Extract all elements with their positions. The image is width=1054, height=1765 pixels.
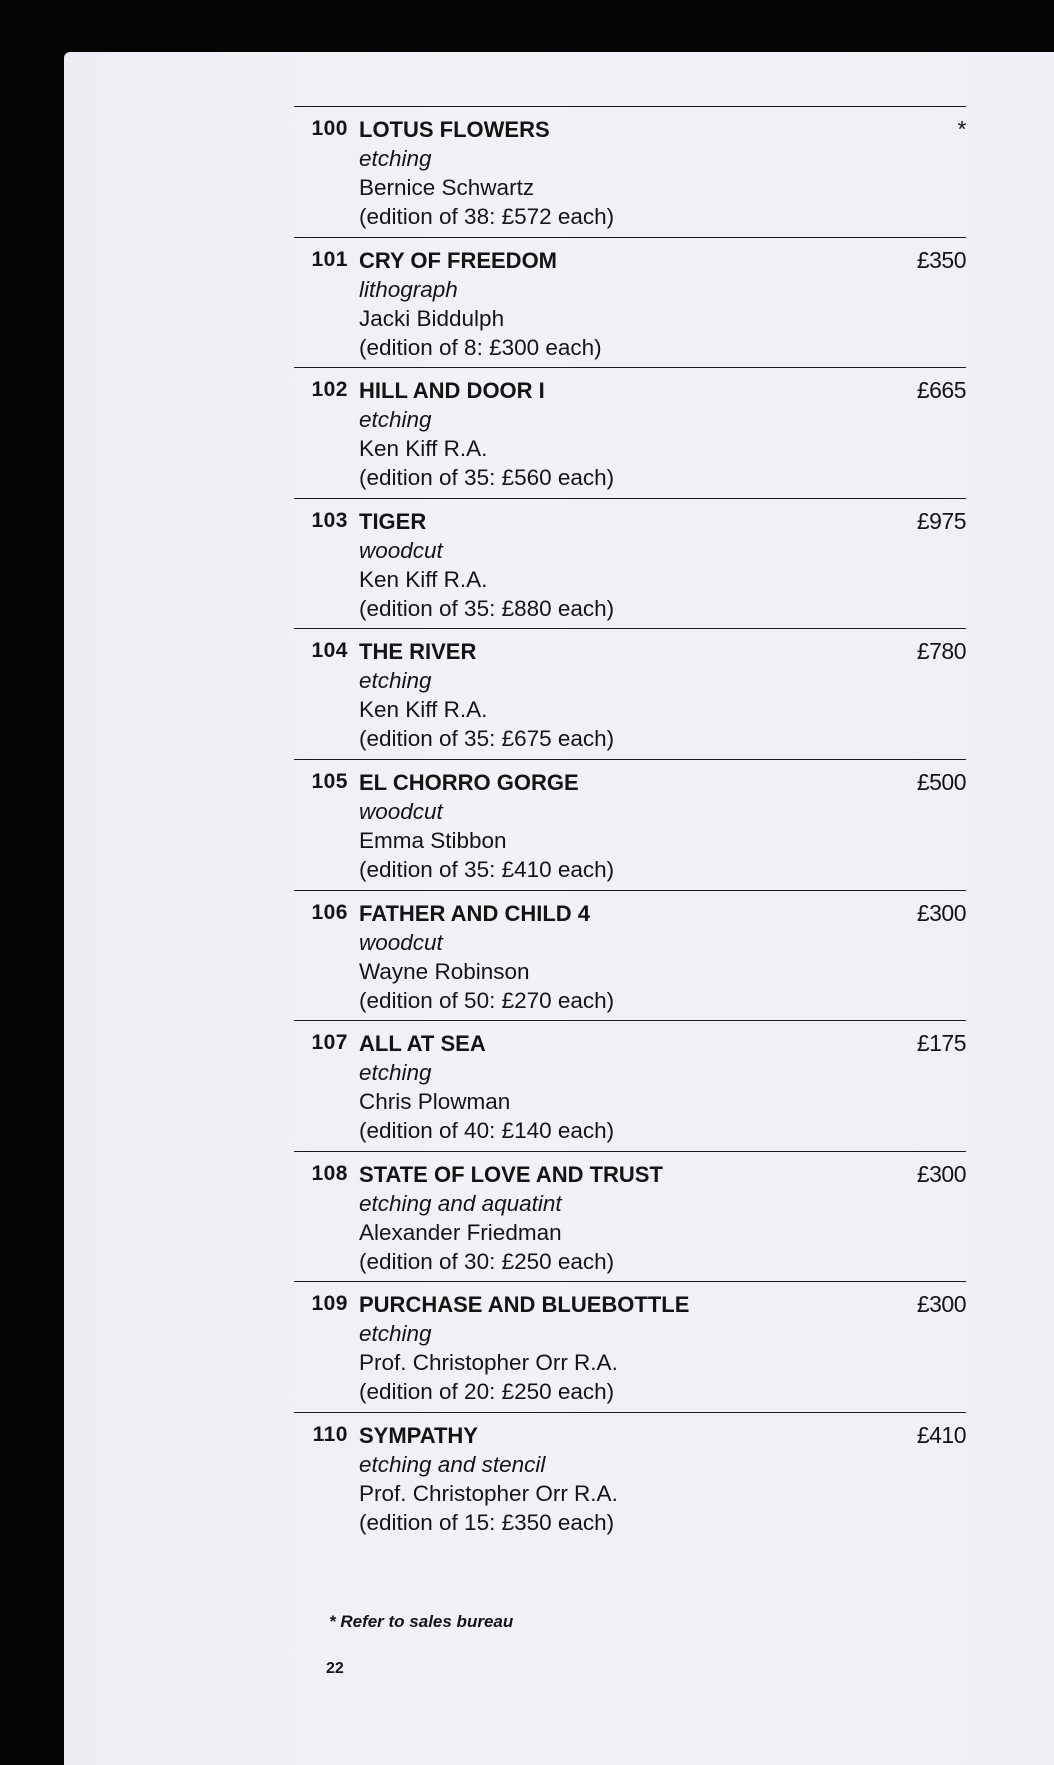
entry-info bbox=[359, 1160, 663, 1276]
entry-number: 106 bbox=[311, 900, 348, 924]
entry-number: 107 bbox=[311, 1031, 348, 1055]
entry-title: FATHER AND CHILD 4 bbox=[359, 900, 590, 926]
entry-artist: Bernice Schwartz bbox=[359, 175, 535, 200]
entry-artist: Emma Stibbon bbox=[359, 827, 507, 853]
entry-edition: (edition of 30: £250 each) bbox=[359, 1248, 615, 1274]
entry-info bbox=[359, 115, 614, 231]
entry-number: 101 bbox=[311, 247, 348, 271]
catalogue-list bbox=[294, 106, 966, 1543]
entry-price: £175 bbox=[916, 1030, 966, 1057]
entry-edition: (edition of 35: £560 each) bbox=[359, 465, 615, 491]
entry-edition: (edition of 35: £675 each) bbox=[359, 726, 615, 752]
entry-info bbox=[359, 1290, 689, 1406]
entry-title: LOTUS FLOWERS bbox=[359, 117, 550, 142]
entry-medium: etching bbox=[359, 1321, 432, 1347]
catalogue-entry bbox=[294, 237, 966, 368]
catalogue-entry bbox=[294, 759, 966, 890]
catalogue-page bbox=[64, 52, 1054, 1765]
entry-medium: etching bbox=[359, 146, 432, 171]
entry-number: 108 bbox=[311, 1161, 348, 1185]
entry-info bbox=[359, 768, 614, 884]
entry-artist: Prof. Christopher Orr R.A. bbox=[359, 1350, 618, 1376]
entry-info bbox=[359, 376, 614, 492]
footnote: * Refer to sales bureau bbox=[329, 1612, 514, 1631]
entry-medium: etching bbox=[359, 1060, 432, 1086]
entry-edition: (edition of 8: £300 each) bbox=[359, 334, 602, 360]
entry-info bbox=[359, 899, 614, 1015]
entry-medium: etching bbox=[359, 668, 432, 694]
entry-artist: Ken Kiff R.A. bbox=[359, 697, 488, 723]
entry-artist: Alexander Friedman bbox=[359, 1219, 562, 1245]
entry-medium: woodcut bbox=[359, 798, 443, 824]
entry-number: 104 bbox=[311, 639, 348, 663]
entry-title: CRY OF FREEDOM bbox=[359, 247, 558, 273]
catalogue-entry bbox=[294, 628, 966, 759]
entry-medium: woodcut bbox=[359, 929, 443, 955]
entry-title: EL CHORRO GORGE bbox=[359, 769, 579, 795]
entry-title: TIGER bbox=[359, 508, 427, 534]
entry-title: PURCHASE AND BLUEBOTTLE bbox=[359, 1292, 690, 1318]
catalogue-entry bbox=[294, 498, 966, 629]
entry-title: SYMPATHY bbox=[359, 1422, 478, 1448]
entry-edition: (edition of 35: £410 each) bbox=[359, 856, 615, 882]
catalogue-entry bbox=[294, 1151, 966, 1282]
entry-medium: etching and aquatint bbox=[359, 1190, 562, 1216]
entry-price: * bbox=[957, 116, 966, 142]
catalogue-entry bbox=[294, 367, 966, 498]
entry-medium: woodcut bbox=[359, 537, 443, 563]
entry-edition: (edition of 35: £880 each) bbox=[359, 595, 615, 621]
entry-artist: Prof. Christopher Orr R.A. bbox=[359, 1480, 618, 1506]
entry-price: £300 bbox=[916, 899, 966, 926]
entry-price: £665 bbox=[916, 377, 966, 404]
entry-title: ALL AT SEA bbox=[359, 1031, 486, 1057]
entry-artist: Wayne Robinson bbox=[359, 958, 530, 984]
entry-edition: (edition of 38: £572 each) bbox=[359, 204, 615, 229]
entry-artist: Jacki Biddulph bbox=[359, 305, 505, 331]
entry-title: STATE OF LOVE AND TRUST bbox=[359, 1161, 663, 1187]
entry-number: 100 bbox=[311, 117, 348, 140]
entry-price: £350 bbox=[916, 246, 966, 273]
entry-edition: (edition of 50: £270 each) bbox=[359, 987, 615, 1013]
catalogue-entry bbox=[294, 1281, 966, 1412]
catalogue-entry bbox=[294, 106, 966, 237]
entry-info bbox=[359, 1421, 618, 1537]
entry-info bbox=[359, 246, 602, 362]
entry-artist: Ken Kiff R.A. bbox=[359, 566, 488, 592]
entry-title: THE RIVER bbox=[359, 639, 477, 665]
entry-price: £780 bbox=[916, 638, 966, 665]
entry-info bbox=[359, 507, 614, 623]
entry-price: £300 bbox=[916, 1160, 966, 1187]
entry-number: 109 bbox=[311, 1292, 348, 1316]
entry-number: 110 bbox=[312, 1422, 348, 1446]
entry-number: 103 bbox=[311, 508, 348, 532]
entry-info bbox=[359, 637, 614, 753]
entry-price: £975 bbox=[916, 507, 966, 534]
entry-edition: (edition of 15: £350 each) bbox=[359, 1509, 615, 1535]
entry-artist: Ken Kiff R.A. bbox=[359, 436, 488, 462]
entry-price: £410 bbox=[916, 1421, 966, 1448]
catalogue-entry bbox=[294, 1412, 966, 1543]
entry-title: HILL AND DOOR I bbox=[359, 378, 545, 404]
entry-info bbox=[359, 1029, 614, 1145]
entry-medium: lithograph bbox=[359, 276, 458, 302]
catalogue-entry bbox=[294, 1020, 966, 1151]
entry-medium: etching bbox=[359, 407, 432, 433]
entry-artist: Chris Plowman bbox=[359, 1089, 511, 1115]
entry-price: £500 bbox=[916, 768, 966, 795]
entry-number: 102 bbox=[311, 378, 348, 402]
entry-number: 105 bbox=[311, 769, 348, 793]
page-number: 22 bbox=[326, 1660, 344, 1677]
catalogue-entry bbox=[294, 890, 966, 1021]
entry-edition: (edition of 40: £140 each) bbox=[359, 1118, 615, 1144]
entry-edition: (edition of 20: £250 each) bbox=[359, 1379, 615, 1405]
entry-medium: etching and stencil bbox=[359, 1451, 546, 1477]
entry-price: £300 bbox=[916, 1291, 966, 1318]
